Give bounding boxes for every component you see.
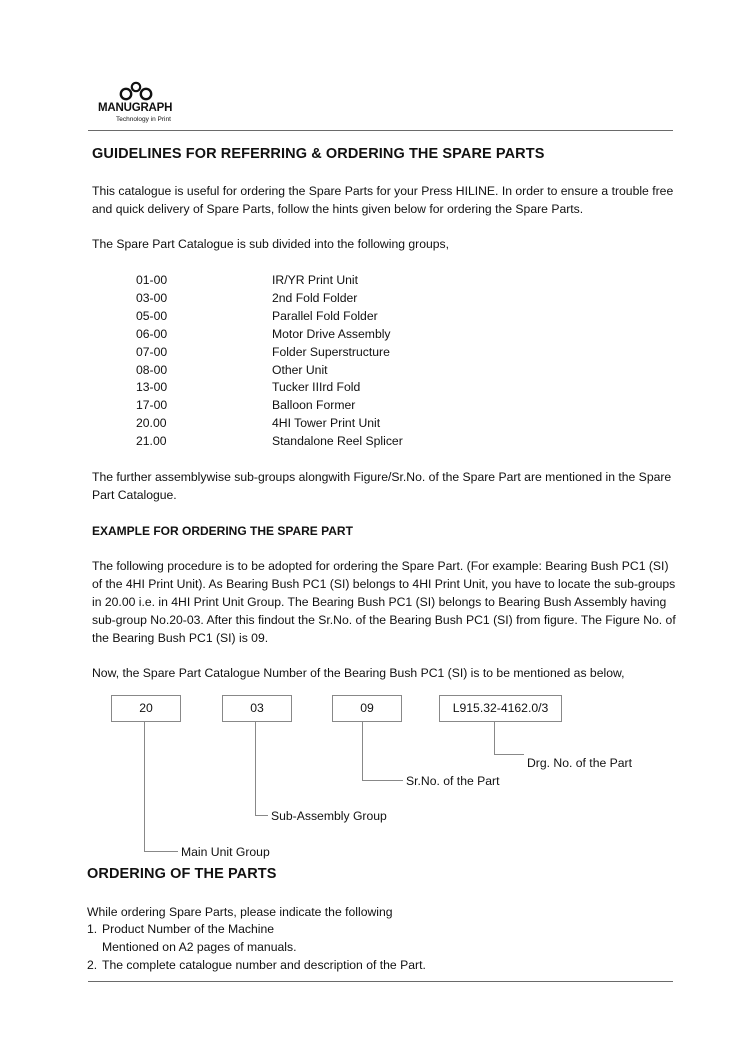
group-name: Tucker IIIrd Fold	[272, 380, 361, 394]
ordering-item-text: Product Number of the Machine	[102, 922, 275, 936]
ordering-heading: ORDERING OF THE PARTS	[87, 866, 277, 882]
further-line-2: Part Catalogue.	[92, 488, 177, 502]
sr-no-label: Sr.No. of the Part	[406, 774, 500, 788]
further-line-1: The further assemblywise sub-groups alongwith Figure/Sr.No. of the Spare Part are mentioned in the Spare	[92, 470, 672, 484]
connector-line	[255, 722, 256, 816]
logo-name: MANUGRAPH	[98, 102, 173, 114]
sr-no-box: 09	[332, 695, 402, 722]
connector-line	[144, 722, 145, 852]
group-name: 2nd Fold Folder	[272, 291, 358, 305]
group-name: 4HI Tower Print Unit	[272, 416, 381, 430]
group-code: 21.00	[136, 434, 167, 448]
drg-no-box: L915.32-4162.0/3	[439, 695, 562, 722]
procedure-line-4: sub-group No.20-03. After this findout the Sr.No. of the Bearing Bush PC1 (SI) from figure. The Figure No. of	[92, 613, 676, 627]
group-name: Folder Superstructure	[272, 345, 390, 359]
connector-line	[494, 754, 524, 755]
connector-line	[362, 780, 403, 781]
procedure-line-2: of the 4HI Print Unit). As Bearing Bush PC1 (SI) belongs to 4HI Print Unit, you have to locate the sub-groups	[92, 577, 676, 591]
connector-line	[494, 722, 495, 755]
main-unit-box: 20	[111, 695, 181, 722]
sub-assembly-box: 03	[222, 695, 292, 722]
group-name: Other Unit	[272, 363, 328, 377]
ordering-item-text: The complete catalogue number and description of the Part.	[102, 958, 426, 972]
group-code: 17-00	[136, 398, 168, 412]
ordering-item-number: 1.	[87, 922, 98, 936]
main-unit-label: Main Unit Group	[181, 845, 270, 859]
footer-rule	[88, 981, 673, 982]
ordering-item-number: 2.	[87, 958, 98, 972]
connector-line	[362, 722, 363, 781]
group-code: 07-00	[136, 345, 168, 359]
procedure-line-3: in 20.00 i.e. in 4HI Print Unit Group. The Bearing Bush PC1 (SI) belongs to Bearing Bush Assembly having	[92, 595, 667, 609]
group-code: 13-00	[136, 380, 168, 394]
logo-mark-icon	[118, 80, 160, 102]
connector-line	[255, 815, 268, 816]
group-code: 01-00	[136, 273, 168, 287]
group-name: IR/YR Print Unit	[272, 273, 359, 287]
group-code: 05-00	[136, 309, 168, 323]
ordering-intro: While ordering Spare Parts, please indicate the following	[87, 905, 393, 919]
group-name: Balloon Former	[272, 398, 356, 412]
group-name: Motor Drive Assembly	[272, 327, 391, 341]
groups-intro: The Spare Part Catalogue is sub divided into the following groups,	[92, 237, 450, 251]
group-name: Standalone Reel Splicer	[272, 434, 403, 448]
group-code: 03-00	[136, 291, 168, 305]
group-code: 08-00	[136, 363, 168, 377]
intro-line-2: and quick delivery of Spare Parts, follow the hints given below for ordering the Spare Parts.	[92, 202, 584, 216]
logo-tagline: Technology in Print	[116, 116, 171, 123]
ordering-item-text: Mentioned on A2 pages of manuals.	[102, 940, 297, 954]
header-rule	[88, 130, 673, 131]
now-line: Now, the Spare Part Catalogue Number of the Bearing Bush PC1 (SI) is to be mentioned as below,	[92, 666, 625, 680]
group-name: Parallel Fold Folder	[272, 309, 378, 323]
manugraph-logo	[96, 80, 196, 126]
intro-line-1: This catalogue is useful for ordering the Spare Parts for your Press HILINE. In order to ensure a trouble free	[92, 184, 674, 198]
group-code: 06-00	[136, 327, 168, 341]
group-code: 20.00	[136, 416, 167, 430]
page-title: GUIDELINES FOR REFERRING & ORDERING THE SPARE PARTS	[92, 146, 545, 162]
drg-no-label: Drg. No. of the Part	[527, 756, 632, 770]
sub-assembly-label: Sub-Assembly Group	[271, 809, 387, 823]
example-heading: EXAMPLE FOR ORDERING THE SPARE PART	[92, 524, 353, 538]
procedure-line-1: The following procedure is to be adopted for ordering the Spare Part. (For example: Bearing Bush PC1 (SI)	[92, 559, 669, 573]
connector-line	[144, 851, 178, 852]
procedure-line-5: the Bearing Bush PC1 (SI) is 09.	[92, 631, 269, 645]
